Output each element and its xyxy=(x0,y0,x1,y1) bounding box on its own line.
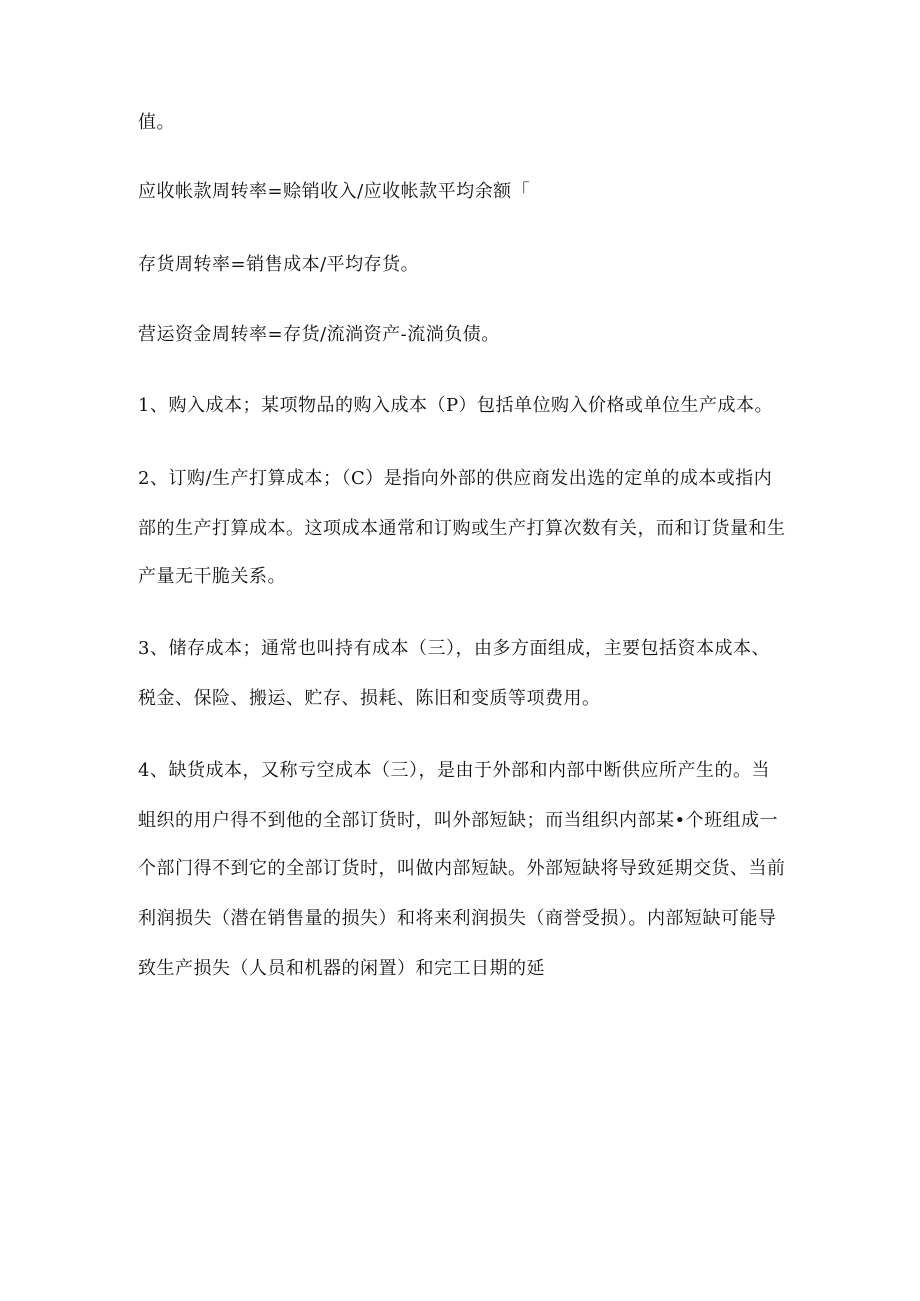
text-line-item-4e: 致生产损失（人员和机器的闲置）和完工日期的延 xyxy=(138,958,545,979)
text-line-value-end: 值。 xyxy=(138,112,175,133)
text-line-item-2a: 2、订购/生产打算成本；（C）是指向外部的供应商发出选的定单的成本或指内 xyxy=(138,468,773,489)
text-line-working-capital-turnover: 营运资金周转率=存货/流淌资产-流淌负债。 xyxy=(138,324,500,345)
text-line-item-2b: 部的生产打算成本。这项成本通常和订购或生产打算次数有关，而和订货量和生 xyxy=(138,518,786,539)
text-line-receivables-turnover: 应收帐款周转率=赊销收入/应收帐款平均余额「 xyxy=(138,181,531,202)
text-line-item-4c: 个部门得不到它的全部订货时，叫做内部短缺。外部短缺将导致延期交货、当前 xyxy=(138,858,786,879)
text-line-item-4a: 4、缺货成本，又称亏空成本（三），是由于外部和内部中断供应所产生的。当 xyxy=(138,760,770,781)
text-line-item-3b: 税金、保险、搬运、贮存、损耗、陈旧和变质等项费用。 xyxy=(138,688,601,709)
text-line-item-3a: 3、储存成本；通常也叫持有成本（三），由多方面组成，主要包括资本成本、 xyxy=(138,638,770,659)
text-line-item-1: 1、购入成本；某项物品的购入成本（P）包括单位购入价格或单位生产成本。 xyxy=(138,395,774,416)
text-line-item-4d: 利润损失（潜在销售量的损失）和将来利润损失（商誉受损）。内部短缺可能导 xyxy=(138,908,777,929)
text-line-item-4b: 蛆织的用户得不到他的全部订货时，叫外部短缺；而当组织内部某•个班组成一 xyxy=(138,810,779,831)
text-line-inventory-turnover: 存货周转率=销售成本/平均存货。 xyxy=(138,254,420,275)
text-line-item-2c: 产量无干脆关系。 xyxy=(138,566,286,587)
